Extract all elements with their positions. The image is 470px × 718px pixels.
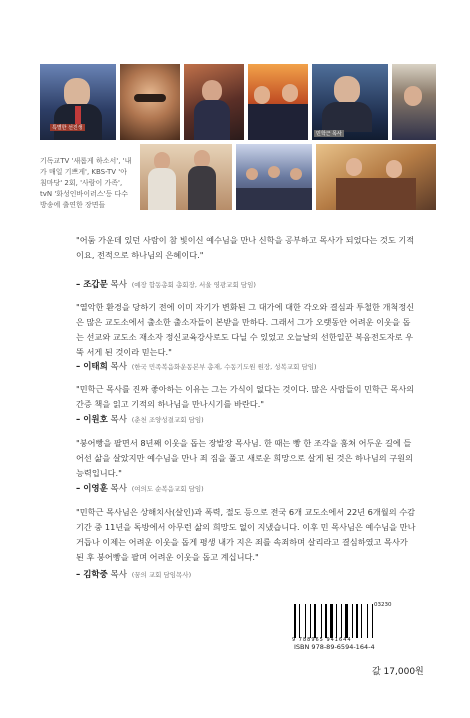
photo-interview: [312, 64, 388, 140]
isbn-number: ISBN 978-89-6594-164-4: [294, 643, 375, 651]
barcode-bar: [301, 604, 304, 638]
photo-guests: [140, 144, 232, 210]
quote-3: [76, 382, 416, 412]
barcode-bar: [299, 604, 300, 638]
photo-variety: [316, 144, 436, 210]
quote-4: [76, 436, 416, 481]
barcode-bar: [323, 604, 324, 638]
barcode-bar: [314, 604, 316, 638]
barcode-bar: [325, 604, 327, 638]
quote-text: "붕어빵을 팔면서 8년째 이웃을 돕는 장발장 목사님. 한 때는 빵 한 조각을 훔쳐 어두운 길에 들어선 삶을 살았지만 예수님을 만나 죄 짐을 풀고 새로운 희망으로 살게 된 것은 하나님의 구원의 능력입니다.": [76, 438, 413, 478]
quote-author: – 이태희: [76, 362, 108, 372]
barcode-bar: [345, 604, 348, 638]
barcode-bar: [369, 604, 371, 638]
quote-author-title: 목사: [110, 415, 127, 425]
price: 값 17,000원: [372, 667, 424, 677]
barcode-bar: [334, 604, 335, 638]
quote-text: "민학근 목사를 진짜 좋아하는 이유는 그는 가식이 없다는 것이다. 많은 사람들이 민학근 목사의 간증 책을 읽고 기적의 하나님을 만나시기를 바란다.": [76, 384, 415, 409]
photo-panel: [236, 144, 312, 210]
barcode-bar: [307, 604, 309, 638]
barcode-bar: [305, 604, 306, 638]
quote-attribution-5: [76, 568, 191, 580]
quote-author-title: 목사: [110, 362, 127, 372]
quote-author: – 이원호: [76, 415, 108, 425]
quote-attribution-3: [76, 413, 204, 425]
barcode-bar: [294, 604, 296, 638]
photo-caption: 기독교TV '새롭게 하소서', '내가 매일 기쁘게', KBS-TV '아침마당' 2회, '사람이 가족', tvN '화성인바이러스'등 다수 방송에 출연한 장면들: [40, 157, 132, 209]
barcode-bar: [321, 604, 322, 638]
quote-attribution-2: [76, 360, 317, 372]
barcode-bars: [294, 604, 402, 638]
quote-2: [76, 300, 416, 360]
quote-text: "열악한 환경을 당하기 전에 이미 자기가 변화된 그 대가에 대한 각오와 결심과 투철한 개척정신은 많은 교도소에서 출소한 출소자들이 본받을 만하다. 그래서 그가 오랫동안 어려운 이웃을 돕는 선교와 교도소 재소자 정신교육강사로도 다닐 수 있었고 오늘날의 선한일꾼 복음전도자로 우뚝 서게 된 것이라 믿는다.": [76, 302, 415, 357]
barcode-bar: [352, 604, 353, 638]
barcode-digits: 9 788965 941644: [292, 637, 352, 643]
quote-author: – 조갑문: [76, 280, 108, 290]
quote-1: [76, 233, 416, 263]
barcode-bar: [338, 604, 340, 638]
photo-label-1: 특별한 선진생: [52, 125, 83, 131]
barcode-bar: [356, 604, 358, 638]
quote-author-title: 목사: [110, 484, 127, 494]
barcode-bar: [354, 604, 355, 638]
quote-5: [76, 505, 416, 565]
barcode-bar: [312, 604, 313, 638]
photo-news-anchor: [40, 64, 116, 140]
photo-closeup: [120, 64, 180, 140]
quote-author-role: (여의도 순복음교회 담임): [131, 485, 204, 493]
barcode-bar: [349, 604, 351, 638]
quote-author-title: 목사: [110, 280, 127, 290]
barcode-bar: [317, 604, 320, 638]
barcode-bar: [372, 604, 373, 638]
quote-author-role: (꿈의 교회 담임목사): [131, 571, 192, 579]
barcode-bar: [341, 604, 342, 638]
barcode-bar: [310, 604, 311, 638]
quote-attribution-4: [76, 482, 204, 494]
quote-author: – 이영훈: [76, 484, 108, 494]
barcode-bar: [336, 604, 337, 638]
barcode-bar: [328, 604, 329, 638]
photo-label-2: 민학근 목사: [316, 131, 342, 137]
quote-attribution-1: [76, 278, 256, 290]
barcode-bar: [330, 604, 333, 638]
photo-tv-screen: [392, 64, 436, 140]
quote-author-role: (예장 합동총회 총회장, 서울 영광교회 담임): [131, 281, 256, 289]
barcode-bar: [343, 604, 344, 638]
quote-author: – 김학중: [76, 570, 108, 580]
quote-text: "어둠 가운데 있던 사람이 참 빛이신 예수님을 만나 신학을 공부하고 목사가 되었다는 것도 기적이요, 전적으로 하나님의 은혜이다.": [76, 235, 415, 260]
barcode-bar: [359, 604, 360, 638]
photo-studio: [248, 64, 308, 140]
barcode-bar: [363, 604, 366, 638]
barcode-bar: [361, 604, 362, 638]
photo-talkshow: [184, 64, 244, 140]
barcode-bar: [297, 604, 298, 638]
barcode-addon: 03230: [374, 602, 392, 608]
quote-author-role: (춘천 조양성결교회 담임): [131, 416, 204, 424]
quote-author-role: (한국 민족복음화운동본부 총재, 수동기도원 원장, 성복교회 담임): [131, 363, 317, 371]
quote-author-title: 목사: [110, 570, 127, 580]
barcode-bar: [374, 604, 375, 638]
quote-text: "민학근 목사님은 상해치사(살인)과 폭력, 절도 등으로 전국 6개 교도소에서 22년 6개월의 수감기간 중 11년을 독방에서 아무런 삶의 희망도 없이 지냈습니다. 이후 민 목사님은 예수님을 만나 거듭나 이제는 어려운 이웃을 돕게 평생 내가 지은 죄를 속죄하며 살리라고 결심하였고 목사가 된 후 붕어빵을 팔며 어려운 이웃을 돕고 계십니다.": [76, 507, 416, 562]
barcode-bar: [367, 604, 368, 638]
